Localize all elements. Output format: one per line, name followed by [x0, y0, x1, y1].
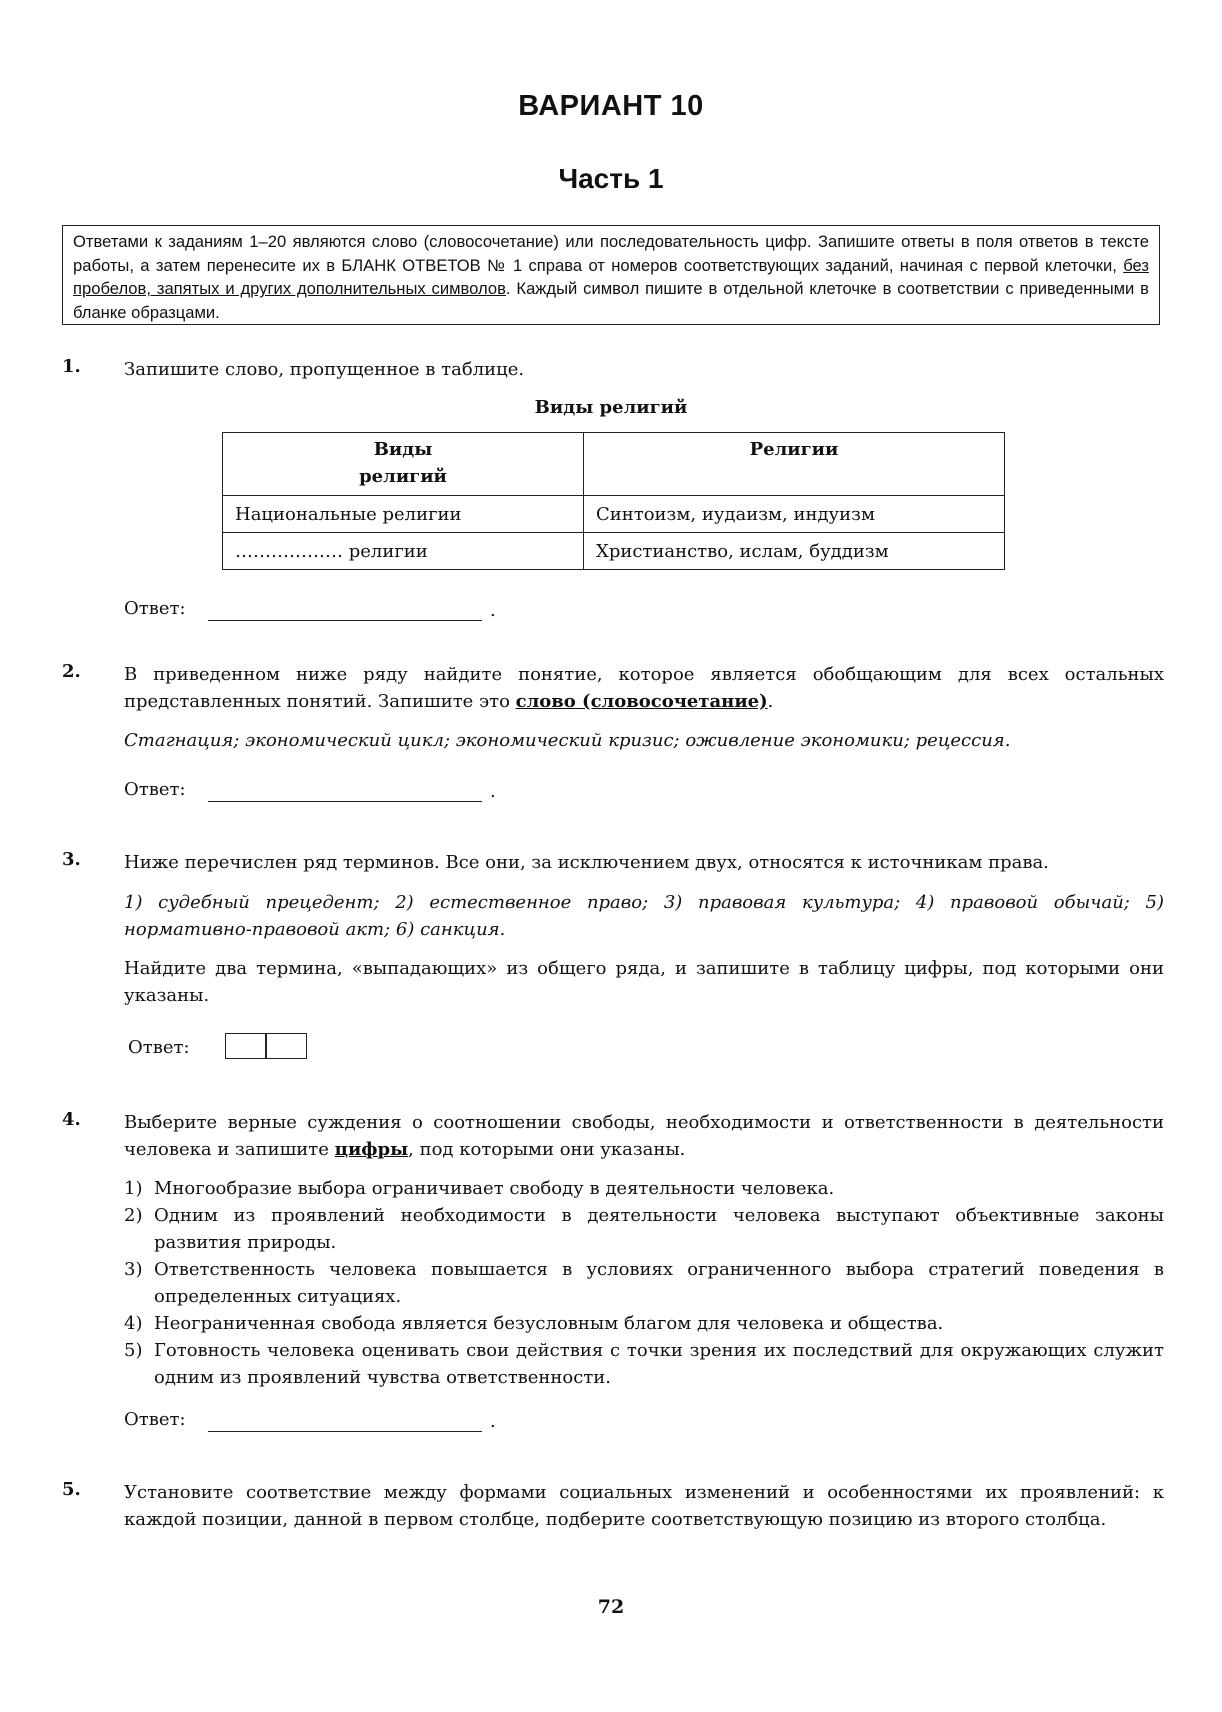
q2-answer-field[interactable]: [208, 801, 482, 802]
table-row: [223, 496, 1005, 533]
q1-table-title: Виды религий: [534, 397, 688, 418]
q5-number: 5.: [62, 1479, 81, 1500]
table-header-types: Виды религий: [223, 433, 584, 496]
variant-title: ВАРИАНТ 10: [518, 90, 704, 122]
q2-answer-label: Ответ:: [124, 779, 186, 800]
q3-terms: 1) судебный прецедент; 2) естественное право; 3) правовая культура; 4) правовой обычай; 5) нормативно-правовой акт; 6) санкция.: [124, 892, 1164, 940]
list-item: 4) Неограниченная свобода является безусловным благом для человека и общества.: [124, 1313, 944, 1334]
q1-answer-dot: .: [490, 600, 496, 621]
q2-text: В приведенном ниже ряду найдите понятие, которое является обобщающим для всех остальных представленных понятий. Запишите это слово (словосочетание).: [124, 664, 1164, 712]
part-title: Часть 1: [558, 163, 664, 194]
table-row: [223, 533, 1005, 570]
q2-concept-list: Стагнация; экономический цикл; экономический кризис; оживление экономики; рецессия.: [124, 730, 1011, 751]
table-cell: Синтоизм, иудаизм, индуизм: [584, 496, 1005, 533]
q4-answer-label: Ответ:: [124, 1409, 186, 1430]
list-item: 5) Готовность человека оценивать свои действия с точки зрения их последствий для окружающих служит одним из проявлений чувства ответственности.: [124, 1340, 1164, 1388]
q1-answer-label: Ответ:: [124, 598, 186, 619]
instructions-box: [62, 225, 1160, 325]
q3-answer-cell-1[interactable]: [225, 1033, 267, 1059]
table-header-religions: Религии: [584, 433, 1005, 496]
q3-number: 3.: [62, 849, 81, 870]
q4-number: 4.: [62, 1109, 81, 1130]
q1-answer-field[interactable]: [208, 620, 482, 621]
q3-answer-cell-2[interactable]: [265, 1033, 307, 1059]
list-item: 3) Ответственность человека повышается в условиях ограниченного выбора стратегий поведения в определенных ситуациях.: [124, 1259, 1164, 1307]
q4-text: Выберите верные суждения о соотношении свободы, необходимости и ответственности в деятельности человека и запишите цифры, под которыми они указаны.: [124, 1112, 1164, 1160]
q2-answer-dot: .: [490, 781, 496, 802]
table-header-row: [223, 433, 1005, 496]
q5-text: Установите соответствие между формами социальных изменений и особенностями их проявлений: к каждой позиции, данной в первом столбце, подберите соответствующую позицию из второго столбца.: [124, 1482, 1164, 1530]
q3-answer-label: Ответ:: [128, 1037, 190, 1058]
q1-number: 1.: [62, 356, 81, 377]
table-cell: Христианство, ислам, буддизм: [584, 533, 1005, 570]
q4-answer-dot: .: [490, 1411, 496, 1432]
q1-table: [222, 432, 1005, 570]
q3-text: Ниже перечислен ряд терминов. Все они, за исключением двух, относятся к источникам права.: [124, 852, 1049, 873]
q4-bold-word: цифры: [334, 1139, 409, 1160]
list-item: 2) Одним из проявлений необходимости в деятельности человека выступают объективные законы развития природы.: [124, 1205, 1164, 1253]
page-number: 72: [597, 1596, 625, 1618]
table-cell-missing: ……………… религии: [223, 533, 584, 570]
q3-task: Найдите два термина, «выпадающих» из общего ряда, и запишите в таблицу цифры, под которыми они указаны.: [124, 958, 1164, 1006]
q2-bold-word: слово (словосочетание): [515, 691, 768, 712]
instructions-text-before: Ответами к заданиям 1–20 являются слово (словосочетание) или последовательность цифр. Запишите ответы в поля ответов в тексте работы, а затем перенесите их в БЛАНК ОТВЕТОВ № 1 справа от номеров соответствующих заданий, начиная с первой клеточки,: [73, 232, 1149, 275]
q4-options: [124, 1175, 1164, 1391]
q2-number: 2.: [62, 661, 81, 682]
q4-answer-field[interactable]: [208, 1431, 482, 1432]
list-item: 1) Многообразие выбора ограничивает свободу в деятельности человека.: [124, 1178, 835, 1199]
instructions-underlined: без пробелов, запятых и других дополнительных символов: [73, 255, 1149, 299]
q1-text: Запишите слово, пропущенное в таблице.: [124, 359, 525, 380]
table-cell: Национальные религии: [223, 496, 584, 533]
instructions-text-after: . Каждый символ пишите в отдельной клеточке в соответствии с приведенными в бланке образцами.: [73, 279, 1149, 322]
